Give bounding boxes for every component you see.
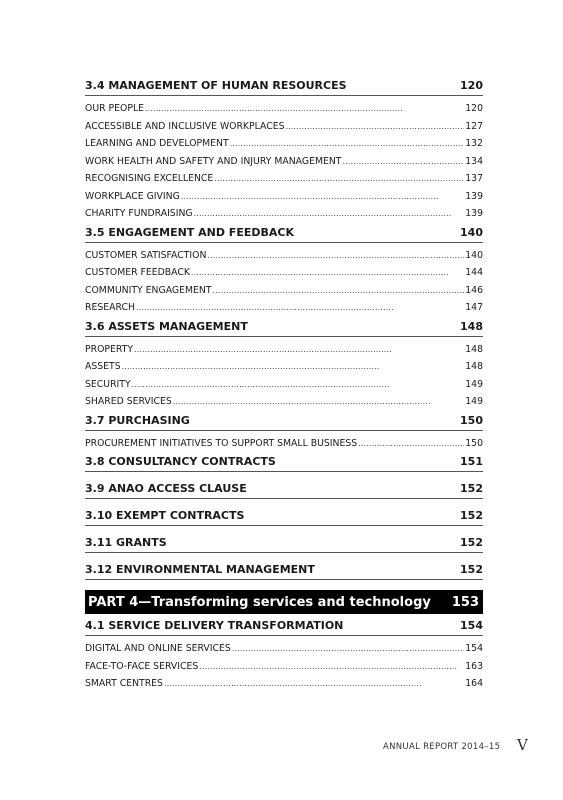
toc-page-number: 134 (465, 155, 483, 167)
toc-section-heading[interactable] (85, 616, 483, 636)
toc-page-number: 154 (460, 619, 483, 632)
toc-section-heading[interactable] (85, 411, 483, 431)
toc-section-title: 3.7 PURCHASING (85, 413, 190, 427)
toc-page-number: 139 (465, 208, 483, 219)
toc-section-title: 3.10 EXEMPT CONTRACTS (85, 509, 245, 522)
toc-entry[interactable] (85, 640, 483, 658)
toc-part-heading[interactable] (85, 590, 483, 614)
toc-entry-title: RESEARCH (85, 302, 135, 313)
toc-section-heading[interactable] (85, 452, 483, 472)
toc-section-heading[interactable] (85, 560, 483, 580)
toc-section-title: 3.4 MANAGEMENT OF HUMAN RESOURCES (85, 79, 347, 92)
dot-leader (191, 264, 464, 282)
toc-entry-title: COMMUNITY ENGAGEMENT (85, 284, 212, 296)
toc-page-number: 120 (460, 79, 483, 92)
toc-entry[interactable] (85, 282, 483, 300)
toc-page-number: 147 (465, 302, 483, 313)
toc-section-heading[interactable] (85, 533, 483, 553)
toc-section-title: 3.6 ASSETS MANAGEMENT (85, 319, 248, 333)
toc-entry-title: DIGITAL AND ONLINE SERVICES (85, 643, 231, 654)
toc-page-number: 132 (465, 138, 483, 149)
toc-entry-title: SMART CENTRES (85, 678, 163, 689)
toc-section-heading[interactable] (85, 317, 483, 337)
toc-entry[interactable] (85, 135, 483, 153)
toc-page-number: 146 (465, 284, 483, 296)
toc-section-heading[interactable] (85, 223, 483, 243)
toc-entry-title: RECOGNISING EXCELLENCE (85, 173, 214, 184)
toc-page-number: 152 (460, 563, 483, 576)
dot-leader (207, 247, 464, 265)
dot-leader (358, 435, 464, 453)
dot-leader (136, 299, 464, 317)
toc-page-number: 150 (460, 413, 483, 427)
toc-entry[interactable] (85, 153, 483, 171)
footer-report-title: ANNUAL REPORT 2014–15 (383, 742, 501, 752)
toc-entry-title: PROPERTY (85, 343, 134, 355)
toc-section-title: 4.1 SERVICE DELIVERY TRANSFORMATION (85, 619, 344, 632)
toc-entry[interactable] (85, 393, 483, 411)
dot-leader (214, 170, 464, 188)
toc-entry-title: SECURITY (85, 378, 131, 390)
dot-leader (342, 153, 464, 171)
toc-entry-title: LEARNING AND DEVELOPMENT (85, 138, 229, 149)
dot-leader (181, 188, 464, 206)
toc-page-number: 148 (460, 319, 483, 333)
dot-leader (145, 100, 464, 118)
toc-page-number: 164 (465, 678, 483, 689)
toc-entry-title: WORK HEALTH AND SAFETY AND INJURY MANAGEMENT (85, 155, 342, 167)
toc-part-title: PART 4—Transforming services and technology (88, 594, 431, 610)
toc-entry[interactable] (85, 264, 483, 282)
toc-entry-title: OUR PEOPLE (85, 103, 144, 114)
toc-section-title: 3.12 ENVIRONMENTAL MANAGEMENT (85, 563, 315, 576)
toc-entry[interactable] (85, 170, 483, 188)
toc-page-number: 153 (451, 594, 479, 610)
toc-entry[interactable] (85, 118, 483, 136)
dot-leader (164, 675, 464, 693)
toc-section-title: 3.11 GRANTS (85, 536, 167, 549)
toc-page-number: 163 (465, 660, 483, 672)
toc-section-title: 3.9 ANAO ACCESS CLAUSE (85, 482, 247, 495)
toc-page-number: 144 (465, 267, 483, 278)
dot-leader (213, 282, 465, 300)
toc-page-number: 152 (460, 482, 483, 495)
dot-leader (132, 376, 465, 394)
toc-entry-title: ASSETS (85, 361, 121, 372)
toc-page-number: 149 (465, 396, 483, 407)
toc-entry-title: CHARITY FUNDRAISING (85, 208, 193, 219)
toc-entry[interactable] (85, 188, 483, 206)
toc-page-number: 140 (465, 249, 483, 261)
toc-page-number: 120 (465, 103, 483, 114)
table-of-contents (85, 76, 483, 693)
toc-entry-title: PROCUREMENT INITIATIVES TO SUPPORT SMALL BUSINESS (85, 437, 358, 449)
dot-leader (230, 135, 465, 153)
dot-leader (199, 658, 464, 676)
toc-page-number: 151 (460, 455, 483, 468)
toc-entry-title: FACE-TO-FACE SERVICES (85, 660, 199, 672)
toc-section-title: 3.5 ENGAGEMENT AND FEEDBACK (85, 225, 294, 239)
toc-entry-title: ACCESSIBLE AND INCLUSIVE WORKPLACES (85, 120, 285, 132)
toc-entry-title: WORKPLACE GIVING (85, 190, 180, 202)
toc-page-number: 152 (460, 536, 483, 549)
toc-page-number: 148 (465, 343, 483, 355)
toc-entry[interactable] (85, 341, 483, 359)
dot-leader (232, 640, 464, 658)
toc-entry-title: CUSTOMER FEEDBACK (85, 267, 190, 278)
toc-page-number: 127 (465, 120, 483, 132)
toc-section-heading[interactable] (85, 479, 483, 499)
toc-page-number: 140 (460, 225, 483, 239)
toc-entry[interactable] (85, 358, 483, 376)
dot-leader (194, 205, 465, 223)
page-number: V (517, 736, 528, 754)
toc-entry[interactable] (85, 247, 483, 265)
dot-leader (122, 358, 465, 376)
toc-section-title: 3.8 CONSULTANCY CONTRACTS (85, 455, 276, 468)
dot-leader (285, 118, 464, 136)
toc-entry[interactable] (85, 205, 483, 223)
toc-entry[interactable] (85, 435, 483, 453)
toc-page-number: 148 (465, 361, 483, 372)
toc-entry[interactable] (85, 299, 483, 317)
toc-entry[interactable] (85, 658, 483, 676)
toc-page-number: 149 (465, 378, 483, 390)
toc-section-heading[interactable] (85, 76, 483, 96)
toc-page-number: 152 (460, 509, 483, 522)
toc-entry-title: SHARED SERVICES (85, 396, 172, 407)
toc-entry-title: CUSTOMER SATISFACTION (85, 249, 207, 261)
toc-page-number: 137 (465, 173, 483, 184)
dot-leader (134, 341, 464, 359)
toc-entry[interactable] (85, 100, 483, 118)
toc-entry[interactable] (85, 376, 483, 394)
toc-entry[interactable] (85, 675, 483, 693)
toc-section-heading[interactable] (85, 506, 483, 526)
toc-page-number: 154 (465, 643, 483, 654)
toc-page-number: 139 (465, 190, 483, 202)
dot-leader (173, 393, 464, 411)
toc-page-number: 150 (465, 437, 483, 449)
